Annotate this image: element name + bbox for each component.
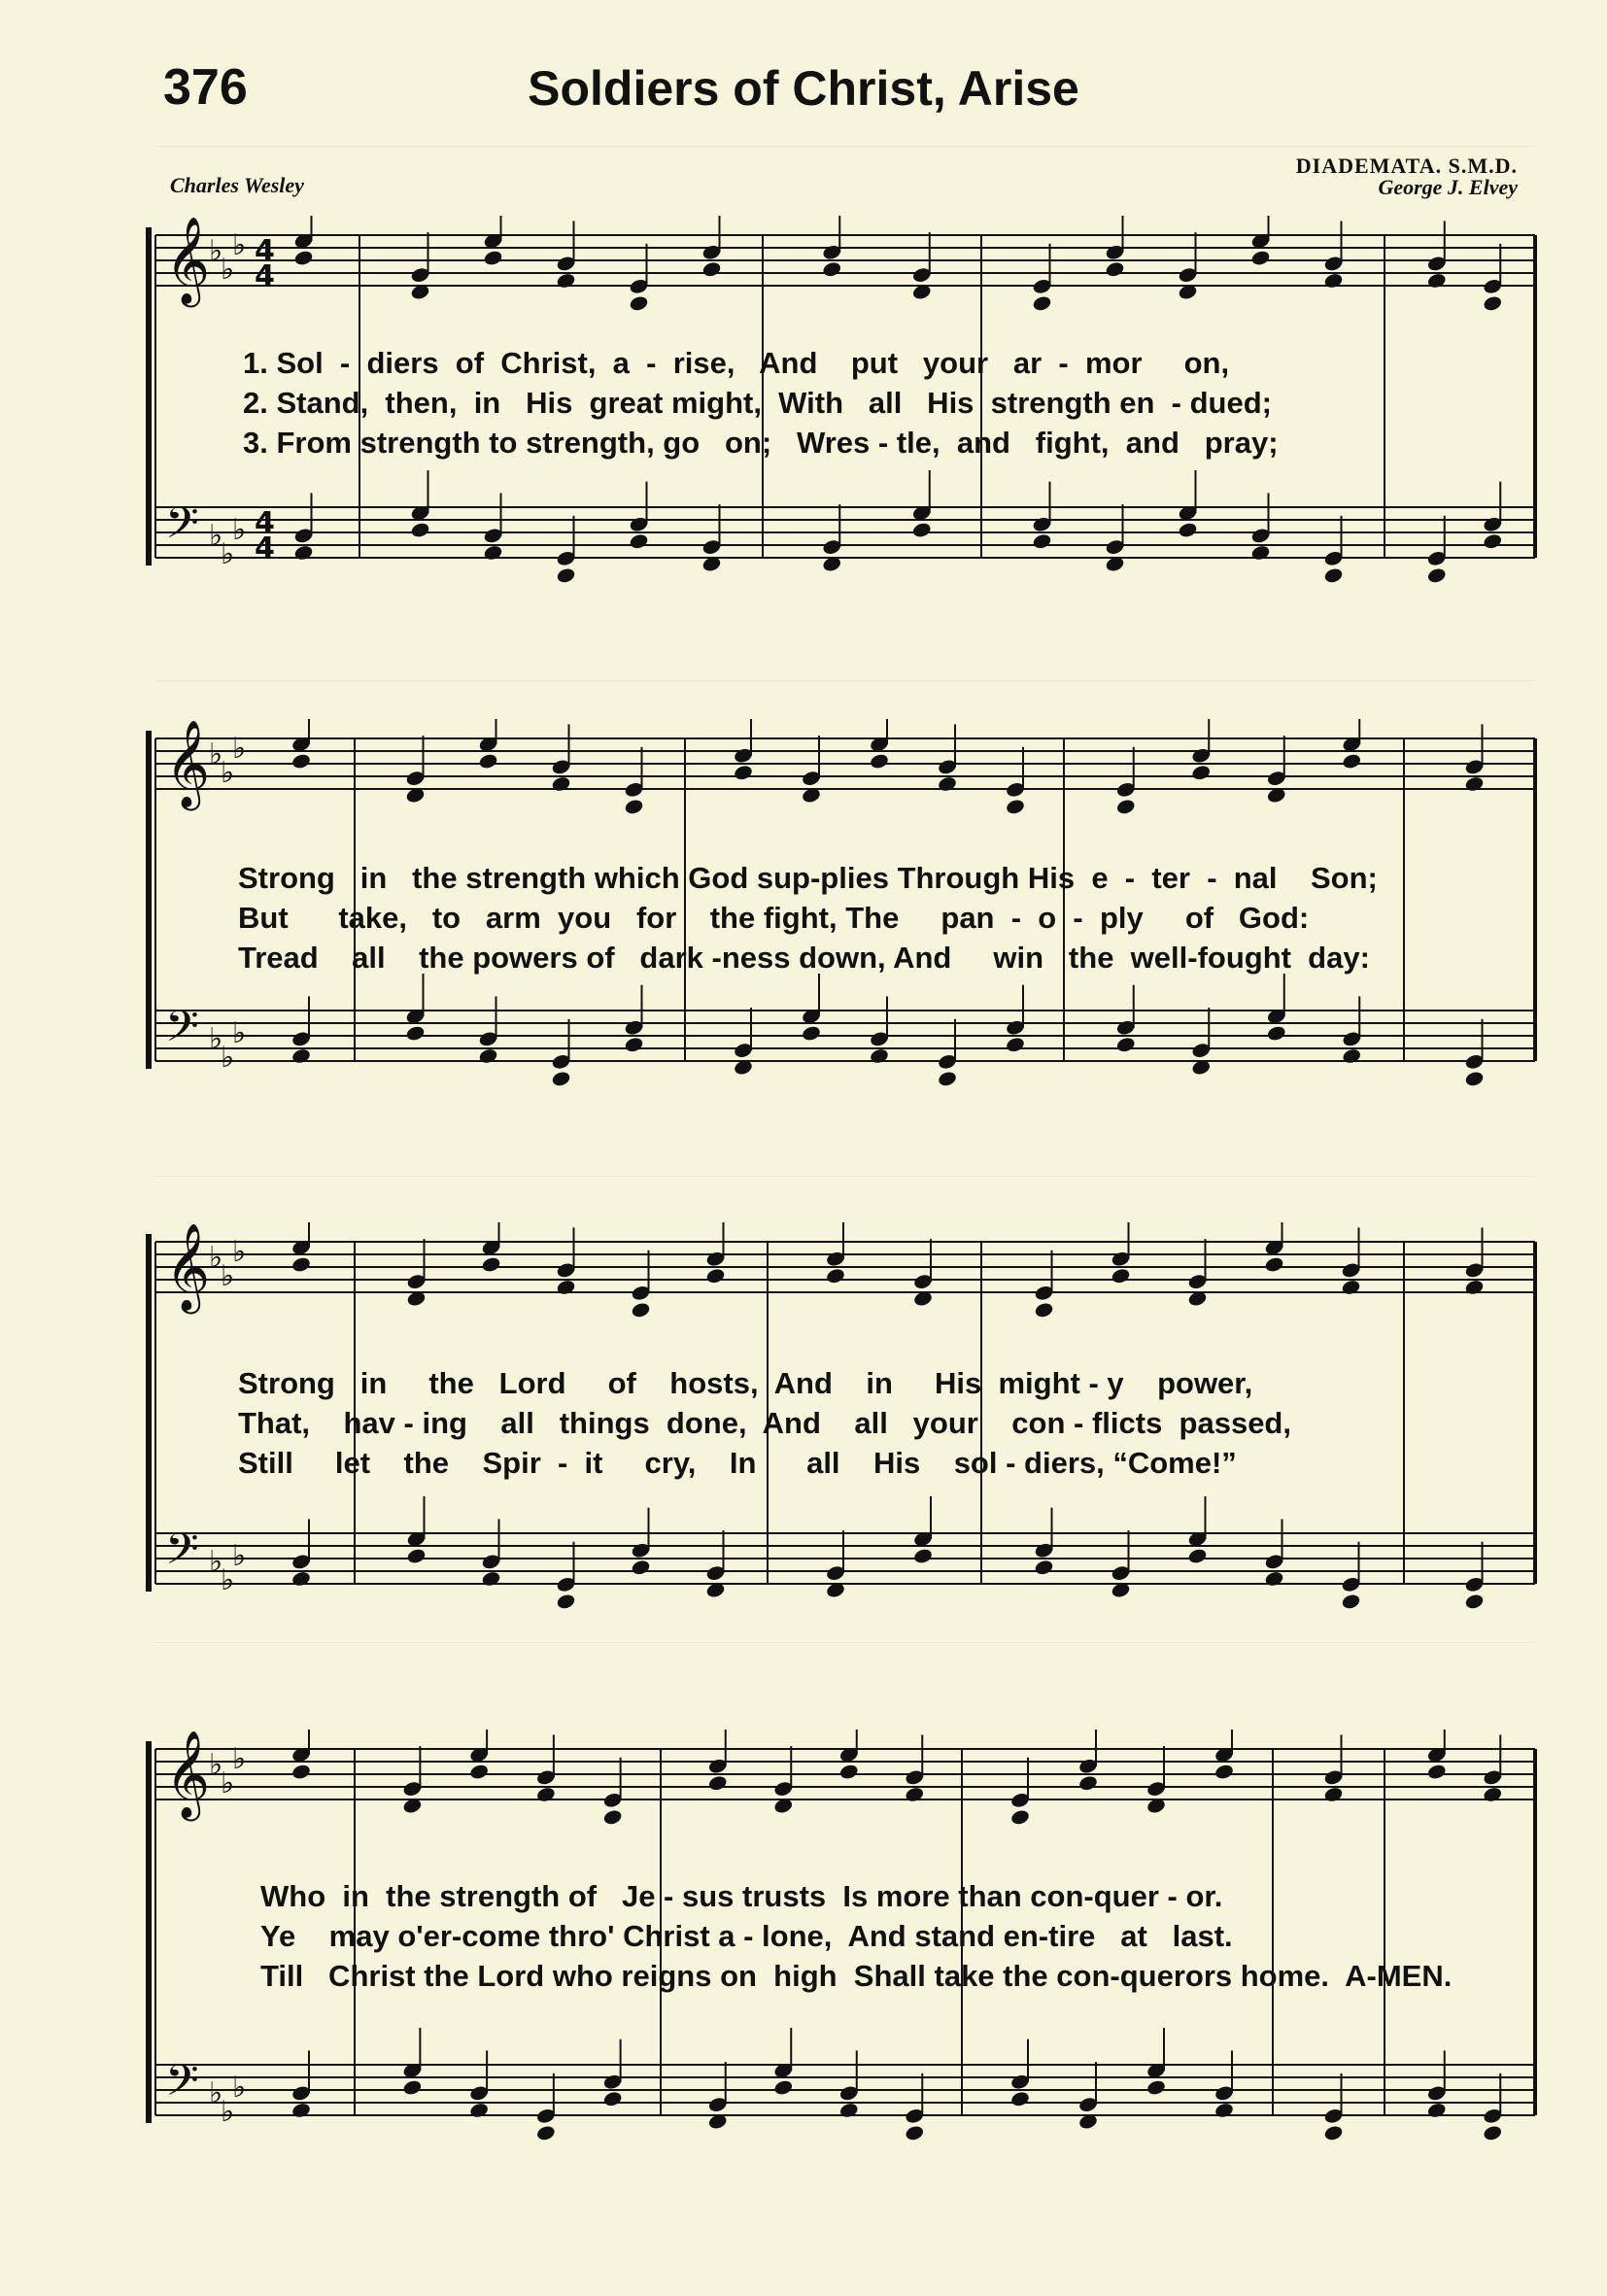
note-head: [631, 1301, 651, 1319]
note-head: [1250, 544, 1271, 562]
note-head: [1483, 2124, 1503, 2142]
note-head: [1426, 2102, 1447, 2119]
lyric-line: Tread all the powers of dark -ness down, And win the well-fought day:: [238, 941, 1370, 975]
note-head: [556, 1279, 576, 1296]
note-head: [629, 294, 649, 312]
note-head: [1464, 1593, 1485, 1610]
note-head: [1115, 798, 1136, 815]
time-signature: 4: [255, 531, 275, 565]
time-signature: 4: [255, 234, 275, 268]
note-head: [1032, 294, 1052, 312]
note-head: [705, 1267, 726, 1285]
flat-icon: ♭: [232, 1016, 247, 1050]
note-head: [1426, 1763, 1447, 1780]
note-head: [1115, 1036, 1136, 1053]
bass-clef-icon: 𝄢: [165, 497, 199, 559]
lyric-line: Strong in the Lord of hosts, And in His might - y power,: [238, 1366, 1253, 1400]
flat-icon: ♭: [209, 519, 223, 553]
note-head: [405, 1024, 426, 1042]
bass-clef-icon: 𝄢: [165, 2055, 199, 2116]
note-head: [707, 1774, 728, 1792]
flat-icon: ♭: [209, 1022, 223, 1056]
note-head: [822, 260, 842, 278]
flat-icon: ♭: [221, 1766, 235, 1800]
note-head: [1187, 1547, 1208, 1564]
flat-icon: ♭: [221, 537, 235, 571]
note-head: [478, 752, 498, 770]
note-head: [556, 1593, 576, 1610]
note-head: [1191, 764, 1212, 781]
note-head: [1009, 1808, 1030, 1826]
note-head: [556, 566, 576, 584]
hymn-title: Soldiers of Christ, Arise: [528, 61, 1079, 116]
lyric-line: But take, to arm you for the fight, The pan - o - ply of God:: [238, 901, 1310, 935]
note-head: [1032, 532, 1052, 550]
composer-credit: George J. Elvey: [1378, 175, 1518, 199]
note-head: [624, 798, 644, 815]
note-head: [838, 2102, 859, 2119]
note-head: [912, 1547, 933, 1564]
note-head: [1005, 1036, 1025, 1053]
note-head: [1483, 532, 1503, 550]
lyric-line: 2. Stand, then, in His great might, With all His strength en - dued;: [243, 386, 1272, 420]
note-head: [293, 544, 314, 562]
note-head: [825, 1267, 845, 1285]
note-head: [551, 1070, 571, 1087]
note-head: [535, 2124, 556, 2142]
time-signature: 4: [255, 506, 275, 540]
flat-icon: ♭: [232, 1742, 247, 1776]
treble-clef-icon: 𝄞: [165, 1731, 211, 1818]
note-head: [869, 1047, 889, 1065]
note-head: [1214, 1763, 1234, 1780]
flat-icon: ♭: [221, 1563, 235, 1597]
note-head: [535, 1786, 556, 1803]
note-head: [701, 260, 722, 278]
note-head: [1426, 566, 1447, 584]
note-head: [410, 521, 430, 538]
note-head: [1323, 566, 1344, 584]
lyric-line: Strong in the strength which God sup-plies Through His e - ter - nal Son;: [238, 861, 1378, 895]
flat-icon: ♭: [232, 2071, 247, 2105]
note-head: [838, 1763, 859, 1780]
note-head: [1483, 1786, 1503, 1803]
note-head: [1483, 294, 1503, 312]
note-head: [291, 1570, 311, 1588]
flat-icon: ♭: [209, 1241, 223, 1275]
note-head: [602, 2090, 623, 2108]
flat-icon: ♭: [209, 234, 223, 268]
treble-clef-icon: 𝄞: [165, 1223, 211, 1311]
note-head: [1264, 1255, 1284, 1273]
note-head: [869, 752, 889, 770]
flat-icon: ♭: [232, 228, 247, 262]
note-head: [291, 2102, 311, 2119]
hymn-number: 376: [163, 59, 248, 116]
flat-icon: ♭: [221, 2095, 235, 2129]
note-head: [478, 1047, 498, 1065]
system-bracket: [146, 227, 152, 565]
flat-icon: ♭: [209, 1545, 223, 1579]
note-head: [402, 2078, 423, 2096]
note-head: [406, 1547, 427, 1564]
note-head: [481, 1255, 501, 1273]
note-head: [1266, 1024, 1286, 1042]
note-head: [556, 272, 576, 290]
note-head: [624, 1036, 644, 1053]
treble-clef-icon: 𝄞: [165, 720, 211, 807]
flat-icon: ♭: [221, 253, 235, 287]
note-head: [483, 544, 503, 562]
lyric-line: That, hav - ing all things done, And all your con - flicts passed,: [238, 1406, 1291, 1440]
flat-icon: ♭: [232, 1539, 247, 1573]
flat-icon: ♭: [209, 737, 223, 771]
note-head: [937, 1070, 957, 1087]
flat-icon: ♭: [221, 1259, 235, 1293]
note-head: [1250, 249, 1271, 266]
note-head: [1034, 1301, 1054, 1319]
note-head: [293, 249, 314, 266]
note-head: [1145, 2078, 1166, 2096]
note-head: [773, 2078, 794, 2096]
treble-clef-icon: 𝄞: [165, 217, 211, 304]
note-head: [905, 1786, 925, 1803]
note-head: [1342, 752, 1362, 770]
time-signature: 4: [255, 259, 275, 293]
note-head: [911, 521, 932, 538]
note-head: [629, 532, 649, 550]
lyric-line: 3. From strength to strength, go on; Wres - tle, and fight, and pray;: [243, 426, 1279, 460]
note-head: [1323, 2124, 1344, 2142]
flat-icon: ♭: [221, 1041, 235, 1075]
flat-icon: ♭: [232, 1235, 247, 1269]
note-head: [291, 1047, 311, 1065]
note-head: [468, 2102, 489, 2119]
note-head: [1341, 1279, 1361, 1296]
note-head: [1464, 1070, 1485, 1087]
lyric-line: Ye may o'er-come thro' Christ a - lone, And stand en-tire at last.: [260, 1919, 1233, 1953]
note-head: [483, 249, 503, 266]
note-head: [801, 1024, 821, 1042]
bass-clef-icon: 𝄢: [165, 1524, 199, 1585]
system-bracket: [146, 1741, 152, 2123]
flat-icon: ♭: [232, 732, 247, 766]
note-head: [1342, 1047, 1362, 1065]
note-head: [1464, 775, 1485, 793]
note-head: [1009, 2090, 1030, 2108]
note-head: [602, 1808, 623, 1826]
note-head: [1077, 1774, 1098, 1792]
tune-name: DIADEMATA. S.M.D.: [1295, 154, 1518, 178]
note-head: [1214, 2102, 1234, 2119]
system-bracket: [146, 1234, 152, 1592]
note-head: [481, 1570, 501, 1588]
flat-icon: ♭: [232, 513, 247, 547]
note-head: [733, 764, 753, 781]
note-head: [1323, 1786, 1344, 1803]
note-head: [1464, 1279, 1485, 1296]
note-head: [631, 1559, 651, 1576]
flat-icon: ♭: [221, 756, 235, 790]
flat-icon: ♭: [209, 1748, 223, 1782]
system-bracket: [146, 731, 152, 1069]
lyric-line: Still let the Spir - it cry, In all His sol - diers, “Come!”: [238, 1446, 1237, 1480]
note-head: [1323, 272, 1344, 290]
note-head: [1034, 1559, 1054, 1576]
note-head: [1111, 1267, 1131, 1285]
lyric-line: Who in the strength of Je - sus trusts Is more than con-quer - or.: [260, 1879, 1223, 1913]
author-credit: Charles Wesley: [170, 173, 304, 197]
note-head: [1264, 1570, 1284, 1588]
note-head: [1005, 798, 1025, 815]
note-head: [1105, 260, 1125, 278]
lyric-line: 1. Sol - diers of Christ, a - rise, And put your ar - mor on,: [243, 346, 1230, 380]
note-head: [937, 775, 957, 793]
note-head: [551, 775, 571, 793]
note-head: [291, 752, 311, 770]
note-head: [468, 1763, 489, 1780]
flat-icon: ♭: [209, 2076, 223, 2110]
note-head: [1426, 272, 1447, 290]
note-head: [905, 2124, 925, 2142]
lyric-line: Till Christ the Lord who reigns on high Shall take the con-querors home. A-MEN.: [260, 1959, 1453, 1993]
bass-clef-icon: 𝄢: [165, 1001, 199, 1062]
note-head: [291, 1763, 311, 1780]
note-head: [1178, 521, 1198, 538]
note-head: [291, 1255, 311, 1273]
note-head: [1341, 1593, 1361, 1610]
